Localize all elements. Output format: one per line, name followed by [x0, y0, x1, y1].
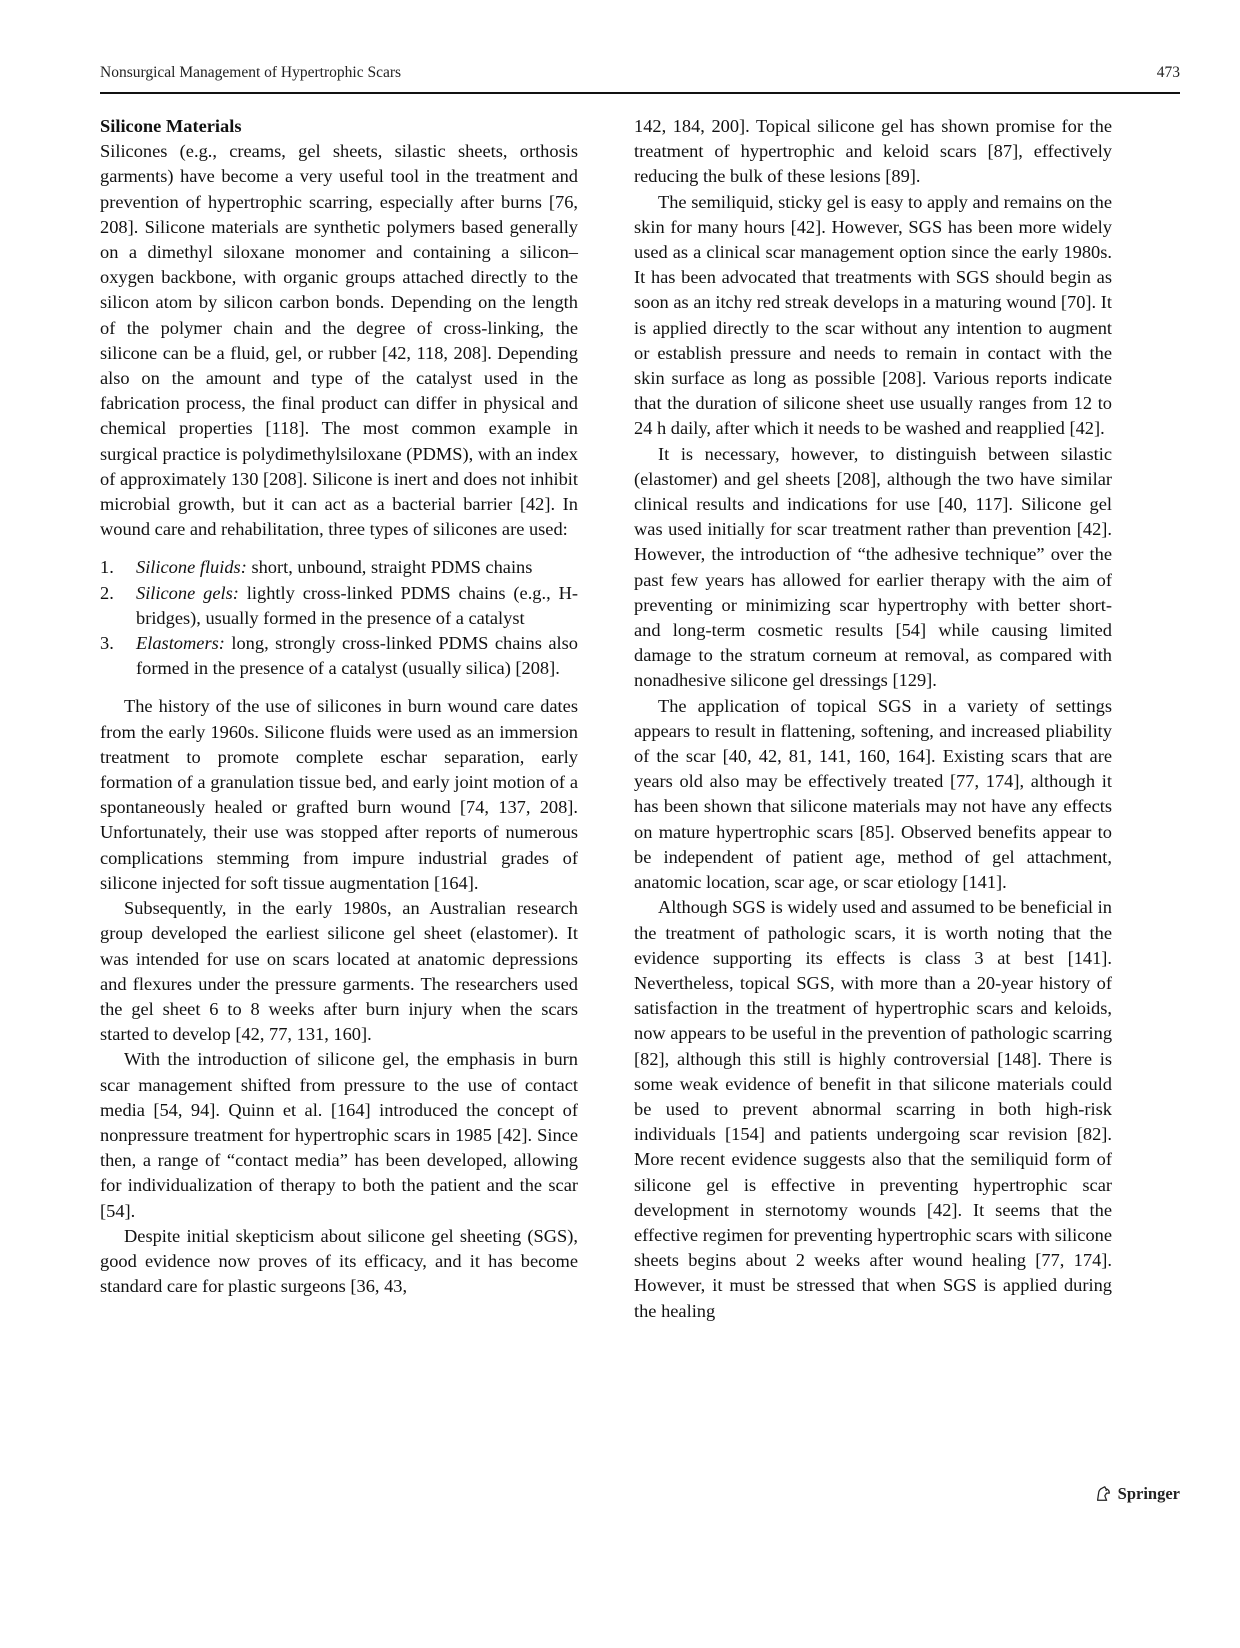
publisher-logo — [1094, 1484, 1180, 1504]
paragraph: The semiliquid, sticky gel is easy to apply and remains on the skin for many hours [42]. However, SGS has been more widely used as a clinical scar management option since the early 1980s. It has been advocated that treatments with SGS should begin as soon as an itchy red streak develops in a maturing wound [70]. It is applied directly to the scar without any intention to augment or establish pressure and needs to remain in contact with the skin surface as long as possible [208]. Various reports indicate that the duration of silicone sheet use usually ranges from 12 to 24 h daily, after which it needs to be washed and reapplied [42]. — [634, 191, 1112, 439]
paragraph: Although SGS is widely used and assumed to be beneficial in the treatment of pathologic scars, it is worth noting that the evidence supporting its effects is class 3 at best [141]. Nevertheless, topical SGS, with more than a 20-year history of satisfaction in the treatment of hypertrophic scars and keloids, now appears to be useful in the prevention of pathologic scarring [82], although this still is highly controversial [148]. There is some weak evidence of benefit in that silicone materials could be used to prevent abnormal scarring in both high-risk individuals [154] and patients undergoing scar revision [82]. More recent evidence suggests also that the semiliquid form of silicone gel is effective in preventing hypertrophic scar development in sternotomy wounds [42]. It seems that the effective regimen for preventing hypertrophic scars with silicone sheets begins about 2 weeks after wound healing [77, 174]. However, it must be stressed that when SGS is applied during the healing — [634, 897, 1113, 1321]
list-text: short, unbound, straight PDMS chains — [246, 557, 533, 578]
list-text: long, strongly cross-linked PDMS chains also formed in the presence of a catalyst (usually silica) [208]. — [136, 633, 578, 679]
list-number: 2. — [100, 582, 114, 603]
list-number: 3. — [100, 633, 114, 654]
paragraph: The history of the use of silicones in burn wound care dates from the early 1960s. Silicone fluids were used as an immersion treatment to promote complete eschar separation, early formation of a granulation tissue bed, and early joint motion of a spontaneously healed or grafted burn wound [74, 137, 208]. Unfortunately, their use was stopped after reports of numerous complications stemming from impure industrial grades of silicone injected for soft tissue augmentation [164]. — [100, 696, 578, 893]
running-title: Nonsurgical Management of Hypertrophic Scars — [100, 64, 402, 81]
paragraph: The application of topical SGS in a variety of settings appears to result in flattening, softening, and increased pliability of the scar [40, 42, 81, 141, 160, 164]. Existing scars that are years old also may be effectively treated [77, 174], although it has been shown that silicone materials may not have any effects on mature hypertrophic scars [85]. Observed benefits appear to be independent of patient age, method of gel attachment, anatomic location, scar age, or scar etiology [141]. — [634, 695, 1112, 893]
list-term: Elastomers: — [136, 633, 225, 654]
springer-horse-logo-icon — [1094, 1485, 1112, 1503]
list-item — [100, 631, 578, 681]
paragraph: It is necessary, however, to distinguish between silastic (elastomer) and gel sheets [208], although the two have similar clinical results and indications for use [40, 117]. Silicone gel was used initially for scar treatment rather than prevention [42]. However, the introduction of “the adhesive technique” over the past few years has allowed for earlier therapy with the aim of preventing or minimizing scar hypertrophy with better short- and long-term cosmetic results [54] while causing limited damage to the stratum corneum at removal, as compared with nonadhesive silicone gel dressings [129]. — [634, 443, 1112, 691]
list-number: 1. — [100, 557, 114, 578]
publisher-name: Springer — [1117, 1484, 1180, 1503]
list-text: lightly cross-linked PDMS chains (e.g., H-bridges), usually formed in the presence of a catalyst — [136, 582, 579, 628]
paragraph: 142, 184, 200]. Topical silicone gel has shown promise for the treatment of hypertrophic and keloid scars [87], effectively reducing the bulk of these lesions [89]. — [634, 116, 1112, 187]
list-term: Silicone fluids: — [136, 557, 247, 578]
paragraph: Silicones (e.g., creams, gel sheets, silastic sheets, orthosis garments) have become a very useful tool in the treatment and prevention of hypertrophic scarring, especially after burns [76, 208]. Silicone materials are synthetic polymers based generally on a dimethyl siloxane monomer and containing a silicon–oxygen backbone, with organic groups attached directly to the silicon atom by silicon carbon bonds. Depending on the length of the polymer chain and the degree of cross-linking, the silicone can be a fluid, gel, or rubber [42, 118, 208]. Depending also on the amount and type of the catalyst used in the fabrication process, the final product can differ in physical and chemical properties [118]. The most common example in surgical practice is polydimethylsiloxane (PDMS), with an index of approximately 130 [208]. Silicone is inert and does not inhibit microbial growth, but it can act as a bacterial barrier [42]. In wound care and rehabilitation, three types of silicones are used: — [100, 141, 578, 540]
spacer — [100, 681, 578, 694]
right-column — [634, 114, 1112, 1324]
list-item — [100, 581, 578, 631]
list-item — [100, 555, 578, 580]
paragraph: With the introduction of silicone gel, the emphasis in burn scar management shifted from pressure to the use of contact media [54, 94]. Quinn et al. [164] introduced the concept of nonpressure treatment for hypertrophic scars in 1985 [42]. Since then, a range of “contact media” has been developed, allowing for individualization of therapy to both the patient and the scar [54]. — [100, 1049, 578, 1221]
page-number: 473 — [1156, 64, 1180, 81]
list-term: Silicone gels: — [136, 582, 239, 603]
silicone-types-list — [100, 555, 578, 681]
left-column — [100, 114, 578, 1299]
paragraph: Despite initial skepticism about silicone gel sheeting (SGS), good evidence now proves of its efficacy, and it has become standard care for plastic surgeons [36, 43, — [100, 1225, 578, 1297]
paragraph: Subsequently, in the early 1980s, an Australian research group developed the earliest silicone gel sheet (elastomer). It was intended for use on scars located at anatomic depressions and flexures under the pressure garments. The researchers used the gel sheet 6 to 8 weeks after burn injury when the scars started to develop [42, 77, 131, 160]. — [100, 898, 578, 1045]
spacer — [100, 542, 578, 555]
header-rule — [100, 92, 1180, 94]
section-title: Silicone Materials — [100, 116, 242, 136]
